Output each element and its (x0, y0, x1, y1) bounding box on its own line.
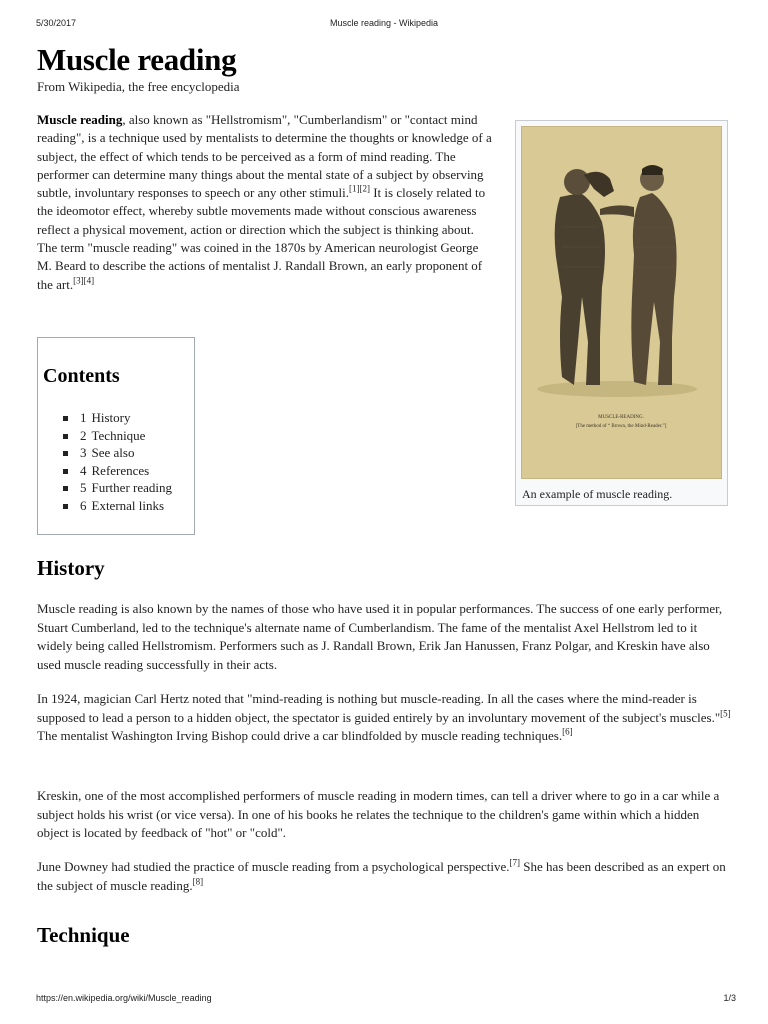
print-date: 5/30/2017 (36, 18, 77, 28)
history-paragraph-3: Kreskin, one of the most accomplished performers of muscle reading in modern times, can tell a driver where to go in a car while a subject holds his wrist (or vice versa). In one of his books he relates the technique to the children's game within which a hidden object is located by feedback of "hot" or "cold". (37, 788, 720, 841)
print-page-number: 1/3 (723, 993, 736, 1003)
site-tagline: From Wikipedia, the free encyclopedia (37, 79, 240, 94)
toc-item-technique[interactable]: 2 Technique (63, 427, 172, 445)
citation-6-link[interactable]: [6] (562, 726, 573, 737)
toc-item-external-links[interactable]: 6 External links (63, 497, 172, 515)
lead-paragraph (37, 111, 493, 294)
citation-2-link[interactable]: [2] (359, 183, 370, 194)
section-heading-history: History (37, 556, 105, 580)
plate-title: MUSCLE-READING. (598, 415, 644, 420)
history-paragraph-2: In 1924, magician Carl Hertz noted that "mind-reading is nothing but muscle-reading. In all the cases where the mind-reader is supposed to lead a person to a hidden object, the spectator is guided entirely by an involuntary movement of the subject's muscles."[5] The mentalist Washington Irving Bishop could drive a car blindfolded by muscle reading techniques.[6] (37, 691, 731, 744)
toc-item-history[interactable]: 1 History (63, 409, 172, 427)
citation-3-link[interactable]: [3] (73, 275, 84, 286)
table-of-contents (37, 337, 195, 535)
citation-5-link[interactable]: [5] (720, 708, 731, 719)
image-thumbnail (515, 120, 728, 506)
citation-1-link[interactable]: [1] (348, 183, 360, 194)
section-heading-technique: Technique (37, 923, 130, 947)
citation-8-link[interactable]: [8] (192, 876, 204, 887)
history-paragraph-1: Muscle reading is also known by the names of those who have used it in popular performances. The success of one early performer, Stuart Cumberland, led to the technique's alternate name of Cumberlandism. The fame of the mentalist Axel Hellstrom led to it widely being called Hellstromism. Performers such as J. Randall Brown, Erik Jan Hanussen, Franz Polgar, and Kreskin have also used muscle reading successfully in their acts. (37, 601, 723, 672)
muscle-reading-illustration[interactable] (521, 126, 722, 479)
lead-text-2: It is closely related to the ideomotor effect, whereby subtle movements made without conscious awareness reflect a physical movement, action or direction which the subject is thinking about. The term "muscle reading" was coined in the 1870s by American neurologist George M. Beard to describe the actions of mentalist J. Randall Brown, an early proponent of the art. (37, 185, 486, 292)
engraving-image (522, 127, 721, 478)
print-footer-url: https://en.wikipedia.org/wiki/Muscle_reading (36, 993, 212, 1003)
toc-item-further-reading[interactable]: 5 Further reading (63, 479, 172, 497)
toc-item-see-also[interactable]: 3 See also (63, 444, 172, 462)
lead-text-1: , also known as "Hellstromism", "Cumberlandism" or "contact mind reading", is a technique used by mentalists to determine the thoughts or knowledge of a subject, the effect of which tends to be perceived as a form of mind reading. The performer can determine many things about the mental state of a subject by observing subtle, involuntary responses to speech or any other stimuli. (37, 112, 492, 201)
toc-item-references[interactable]: 4 References (63, 462, 172, 480)
history-paragraph-4: June Downey had studied the practice of muscle reading from a psychological perspective.[7] She has been described as an expert on the subject of muscle reading.[8] (37, 857, 726, 893)
image-caption: An example of muscle reading. (522, 487, 673, 501)
plate-subtitle: [The method of “ Brown, the Mind-Reader.”] (575, 424, 667, 429)
page-title: Muscle reading (37, 42, 237, 77)
lead-bold-term: Muscle reading (37, 112, 123, 127)
citation-7-link[interactable]: [7] (509, 857, 521, 868)
toc-title: Contents (43, 365, 120, 387)
toc-list (63, 409, 172, 515)
citation-4-link[interactable]: [4] (83, 275, 95, 286)
print-header-title: Muscle reading - Wikipedia (329, 18, 439, 28)
